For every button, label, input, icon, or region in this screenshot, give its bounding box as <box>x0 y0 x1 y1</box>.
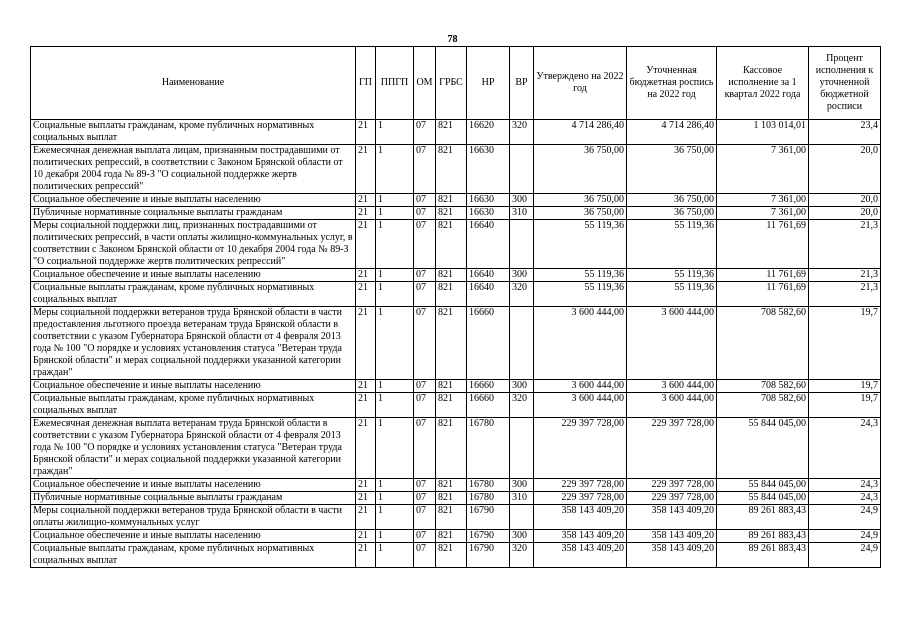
cell-percent: 24,3 <box>809 479 881 492</box>
cell-gp: 21 <box>356 380 376 393</box>
cell-om: 07 <box>414 207 436 220</box>
cell-ppgp: 1 <box>376 530 414 543</box>
header-cash: Кассовое исполнение за 1 квартал 2022 года <box>717 47 809 120</box>
cell-approved: 229 397 728,00 <box>534 492 627 505</box>
cell-specified: 55 119,36 <box>627 282 717 307</box>
cell-gp: 21 <box>356 505 376 530</box>
cell-cash: 7 361,00 <box>717 145 809 194</box>
cell-name: Меры социальной поддержки лиц, признанных пострадавшими от политических репрессий, в части оплаты жилищно-коммунальных услуг, в соответствии с Законом Брянской области от 10 декабря 2004 года № 89-З "О социальной поддержке жертв политических репрессий" <box>31 220 356 269</box>
cell-np: 16790 <box>467 530 510 543</box>
cell-grbs: 821 <box>436 120 467 145</box>
cell-specified: 3 600 444,00 <box>627 393 717 418</box>
cell-np: 16790 <box>467 505 510 530</box>
cell-cash: 89 261 883,43 <box>717 543 809 568</box>
header-row <box>31 47 881 120</box>
cell-cash: 55 844 045,00 <box>717 492 809 505</box>
cell-cash: 89 261 883,43 <box>717 530 809 543</box>
cell-percent: 19,7 <box>809 393 881 418</box>
cell-om: 07 <box>414 307 436 380</box>
cell-approved: 55 119,36 <box>534 282 627 307</box>
cell-ppgp: 1 <box>376 418 414 479</box>
cell-approved: 36 750,00 <box>534 207 627 220</box>
cell-grbs: 821 <box>436 145 467 194</box>
cell-specified: 3 600 444,00 <box>627 307 717 380</box>
cell-gp: 21 <box>356 530 376 543</box>
cell-cash: 11 761,69 <box>717 282 809 307</box>
cell-om: 07 <box>414 282 436 307</box>
table-row <box>31 479 881 492</box>
cell-gp: 21 <box>356 207 376 220</box>
cell-om: 07 <box>414 269 436 282</box>
cell-vr: 320 <box>510 282 534 307</box>
header-specified: Уточненная бюджетная роспись на 2022 год <box>627 47 717 120</box>
header-name: Наименование <box>31 47 356 120</box>
cell-approved: 55 119,36 <box>534 269 627 282</box>
cell-vr: 310 <box>510 492 534 505</box>
cell-name: Социальные выплаты гражданам, кроме публичных нормативных социальных выплат <box>31 393 356 418</box>
cell-approved: 55 119,36 <box>534 220 627 269</box>
cell-vr <box>510 307 534 380</box>
cell-cash: 7 361,00 <box>717 207 809 220</box>
cell-np: 16630 <box>467 194 510 207</box>
cell-vr: 300 <box>510 380 534 393</box>
cell-ppgp: 1 <box>376 120 414 145</box>
cell-specified: 229 397 728,00 <box>627 479 717 492</box>
cell-om: 07 <box>414 220 436 269</box>
cell-name: Социальные выплаты гражданам, кроме публичных нормативных социальных выплат <box>31 282 356 307</box>
cell-approved: 36 750,00 <box>534 194 627 207</box>
cell-approved: 3 600 444,00 <box>534 380 627 393</box>
cell-name: Ежемесячная денежная выплата лицам, признанным пострадавшими от политических репрессий, в соответствии с Законом Брянской области от 10 декабря 2004 года № 89-З "О социальной поддержке жертв политических репрессий" <box>31 145 356 194</box>
cell-percent: 20,0 <box>809 207 881 220</box>
cell-vr: 310 <box>510 207 534 220</box>
cell-name: Социальные выплаты гражданам, кроме публичных нормативных социальных выплат <box>31 120 356 145</box>
cell-vr: 300 <box>510 479 534 492</box>
cell-np: 16660 <box>467 380 510 393</box>
cell-name: Социальное обеспечение и иные выплаты населению <box>31 479 356 492</box>
cell-grbs: 821 <box>436 194 467 207</box>
cell-name: Публичные нормативные социальные выплаты гражданам <box>31 207 356 220</box>
header-gp: ГП <box>356 47 376 120</box>
cell-cash: 11 761,69 <box>717 269 809 282</box>
cell-ppgp: 1 <box>376 380 414 393</box>
cell-grbs: 821 <box>436 282 467 307</box>
cell-percent: 24,3 <box>809 418 881 479</box>
cell-np: 16640 <box>467 269 510 282</box>
cell-grbs: 821 <box>436 505 467 530</box>
cell-om: 07 <box>414 479 436 492</box>
cell-gp: 21 <box>356 393 376 418</box>
cell-approved: 4 714 286,40 <box>534 120 627 145</box>
table-row <box>31 145 881 194</box>
cell-cash: 11 761,69 <box>717 220 809 269</box>
header-ppgp: ППГП <box>376 47 414 120</box>
cell-specified: 36 750,00 <box>627 207 717 220</box>
cell-vr: 300 <box>510 194 534 207</box>
cell-gp: 21 <box>356 194 376 207</box>
cell-np: 16780 <box>467 418 510 479</box>
cell-cash: 708 582,60 <box>717 380 809 393</box>
cell-name: Социальное обеспечение и иные выплаты населению <box>31 530 356 543</box>
cell-percent: 24,9 <box>809 505 881 530</box>
cell-percent: 21,3 <box>809 269 881 282</box>
cell-np: 16780 <box>467 479 510 492</box>
cell-vr: 320 <box>510 543 534 568</box>
cell-vr <box>510 145 534 194</box>
cell-grbs: 821 <box>436 269 467 282</box>
cell-ppgp: 1 <box>376 492 414 505</box>
cell-np: 16620 <box>467 120 510 145</box>
table-row <box>31 505 881 530</box>
cell-specified: 36 750,00 <box>627 194 717 207</box>
cell-gp: 21 <box>356 307 376 380</box>
cell-gp: 21 <box>356 543 376 568</box>
cell-percent: 23,4 <box>809 120 881 145</box>
table-row <box>31 207 881 220</box>
cell-np: 16660 <box>467 307 510 380</box>
table-row <box>31 393 881 418</box>
cell-np: 16630 <box>467 207 510 220</box>
budget-table <box>30 46 881 568</box>
cell-specified: 358 143 409,20 <box>627 530 717 543</box>
cell-ppgp: 1 <box>376 145 414 194</box>
cell-approved: 229 397 728,00 <box>534 479 627 492</box>
cell-np: 16640 <box>467 220 510 269</box>
header-np: НР <box>467 47 510 120</box>
cell-approved: 3 600 444,00 <box>534 393 627 418</box>
cell-approved: 36 750,00 <box>534 145 627 194</box>
cell-grbs: 821 <box>436 220 467 269</box>
table-row <box>31 380 881 393</box>
cell-approved: 3 600 444,00 <box>534 307 627 380</box>
table-row <box>31 492 881 505</box>
cell-name: Социальное обеспечение и иные выплаты населению <box>31 380 356 393</box>
cell-vr: 300 <box>510 269 534 282</box>
cell-np: 16640 <box>467 282 510 307</box>
cell-vr <box>510 418 534 479</box>
cell-vr <box>510 505 534 530</box>
table-row <box>31 220 881 269</box>
cell-approved: 358 143 409,20 <box>534 505 627 530</box>
cell-specified: 358 143 409,20 <box>627 505 717 530</box>
cell-specified: 229 397 728,00 <box>627 492 717 505</box>
cell-gp: 21 <box>356 269 376 282</box>
cell-om: 07 <box>414 492 436 505</box>
cell-cash: 1 103 014,01 <box>717 120 809 145</box>
page-number: 78 <box>447 34 458 45</box>
table-row <box>31 269 881 282</box>
cell-grbs: 821 <box>436 418 467 479</box>
cell-gp: 21 <box>356 418 376 479</box>
cell-name: Социальное обеспечение и иные выплаты населению <box>31 269 356 282</box>
cell-approved: 358 143 409,20 <box>534 530 627 543</box>
table-row <box>31 282 881 307</box>
cell-ppgp: 1 <box>376 505 414 530</box>
cell-ppgp: 1 <box>376 269 414 282</box>
cell-name: Социальное обеспечение и иные выплаты населению <box>31 194 356 207</box>
cell-percent: 21,3 <box>809 282 881 307</box>
cell-percent: 21,3 <box>809 220 881 269</box>
cell-grbs: 821 <box>436 543 467 568</box>
cell-grbs: 821 <box>436 207 467 220</box>
header-vr: ВР <box>510 47 534 120</box>
table-header <box>31 47 881 120</box>
cell-cash: 55 844 045,00 <box>717 479 809 492</box>
cell-om: 07 <box>414 505 436 530</box>
cell-ppgp: 1 <box>376 393 414 418</box>
cell-specified: 55 119,36 <box>627 269 717 282</box>
table-row <box>31 194 881 207</box>
cell-cash: 708 582,60 <box>717 393 809 418</box>
cell-ppgp: 1 <box>376 282 414 307</box>
cell-np: 16660 <box>467 393 510 418</box>
cell-vr: 320 <box>510 120 534 145</box>
cell-om: 07 <box>414 194 436 207</box>
table-row <box>31 120 881 145</box>
cell-grbs: 821 <box>436 307 467 380</box>
cell-specified: 358 143 409,20 <box>627 543 717 568</box>
table-row <box>31 307 881 380</box>
cell-gp: 21 <box>356 120 376 145</box>
cell-om: 07 <box>414 418 436 479</box>
cell-name: Меры социальной поддержки ветеранов труда Брянской области в части предоставления льготного проезда ветеранам труда Брянской области в соответствии с указом Губернатора Брянской области от 4 февраля 2013 года № 100 "О порядке и условиях установления статуса "Ветеран труда Брянской области" и мерах социальной поддержки указанной категории граждан" <box>31 307 356 380</box>
cell-percent: 24,9 <box>809 543 881 568</box>
cell-specified: 4 714 286,40 <box>627 120 717 145</box>
header-percent: Процент исполнения к уточненной бюджетной росписи <box>809 47 881 120</box>
cell-name: Публичные нормативные социальные выплаты гражданам <box>31 492 356 505</box>
cell-gp: 21 <box>356 145 376 194</box>
cell-ppgp: 1 <box>376 220 414 269</box>
cell-np: 16780 <box>467 492 510 505</box>
cell-vr <box>510 220 534 269</box>
table-row <box>31 543 881 568</box>
cell-om: 07 <box>414 380 436 393</box>
cell-specified: 55 119,36 <box>627 220 717 269</box>
cell-percent: 19,7 <box>809 307 881 380</box>
cell-approved: 229 397 728,00 <box>534 418 627 479</box>
cell-specified: 3 600 444,00 <box>627 380 717 393</box>
cell-percent: 19,7 <box>809 380 881 393</box>
cell-name: Социальные выплаты гражданам, кроме публичных нормативных социальных выплат <box>31 543 356 568</box>
cell-ppgp: 1 <box>376 207 414 220</box>
cell-np: 16630 <box>467 145 510 194</box>
cell-specified: 36 750,00 <box>627 145 717 194</box>
cell-grbs: 821 <box>436 492 467 505</box>
cell-percent: 20,0 <box>809 194 881 207</box>
cell-name: Ежемесячная денежная выплата ветеранам труда Брянской области в соответствии с указом Губернатора Брянской области от 4 февраля 2013 года № 100 "О порядке и условиях установления статуса "Ветеран труда Брянской области" и мерах социальной поддержки указанной категории граждан" <box>31 418 356 479</box>
cell-om: 07 <box>414 120 436 145</box>
cell-om: 07 <box>414 543 436 568</box>
cell-np: 16790 <box>467 543 510 568</box>
table-row <box>31 418 881 479</box>
cell-ppgp: 1 <box>376 307 414 380</box>
cell-name: Меры социальной поддержки ветеранов труда Брянской области в части оплаты жилищно-коммунальных услуг <box>31 505 356 530</box>
cell-percent: 24,9 <box>809 530 881 543</box>
cell-gp: 21 <box>356 282 376 307</box>
cell-approved: 358 143 409,20 <box>534 543 627 568</box>
cell-cash: 55 844 045,00 <box>717 418 809 479</box>
table-row <box>31 530 881 543</box>
header-approved: Утверждено на 2022 год <box>534 47 627 120</box>
cell-om: 07 <box>414 145 436 194</box>
cell-om: 07 <box>414 530 436 543</box>
cell-cash: 89 261 883,43 <box>717 505 809 530</box>
cell-specified: 229 397 728,00 <box>627 418 717 479</box>
cell-cash: 7 361,00 <box>717 194 809 207</box>
cell-grbs: 821 <box>436 479 467 492</box>
cell-om: 07 <box>414 393 436 418</box>
cell-ppgp: 1 <box>376 543 414 568</box>
cell-ppgp: 1 <box>376 479 414 492</box>
cell-grbs: 821 <box>436 380 467 393</box>
cell-cash: 708 582,60 <box>717 307 809 380</box>
cell-gp: 21 <box>356 220 376 269</box>
cell-gp: 21 <box>356 479 376 492</box>
cell-grbs: 821 <box>436 530 467 543</box>
table-body <box>31 120 881 568</box>
cell-grbs: 821 <box>436 393 467 418</box>
cell-vr: 320 <box>510 393 534 418</box>
cell-percent: 20,0 <box>809 145 881 194</box>
cell-percent: 24,3 <box>809 492 881 505</box>
cell-gp: 21 <box>356 492 376 505</box>
header-om: ОМ <box>414 47 436 120</box>
cell-vr: 300 <box>510 530 534 543</box>
cell-ppgp: 1 <box>376 194 414 207</box>
header-grbs: ГРБС <box>436 47 467 120</box>
